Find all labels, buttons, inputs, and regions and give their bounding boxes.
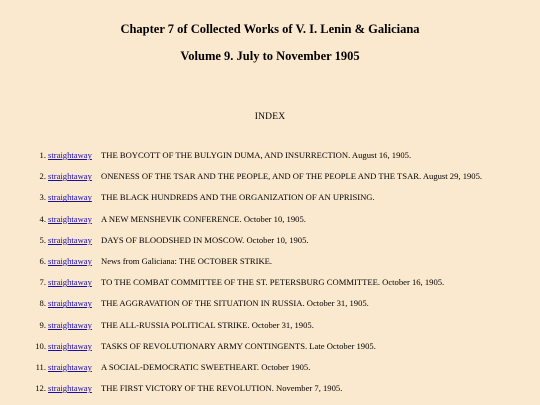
straightaway-link[interactable]: straightaway bbox=[48, 234, 92, 245]
index-heading: INDEX bbox=[254, 112, 286, 122]
entry-title: News from Galiciana: THE OCTOBER STRIKE. bbox=[101, 255, 273, 266]
list-item bbox=[0, 212, 540, 233]
list-item bbox=[0, 190, 540, 211]
item-number: 6. bbox=[39, 255, 46, 266]
volume-subtitle: Volume 9. July to November 1905 bbox=[180, 49, 360, 63]
straightaway-link[interactable]: straightaway bbox=[48, 255, 92, 266]
entry-title: THE BOYCOTT OF THE BULYGIN DUMA, AND INSURRECTION. August 16, 1905. bbox=[101, 150, 412, 160]
entry-title: TO THE COMBAT COMMITTEE OF THE ST. PETERSBURG COMMITTEE. October 16, 1905. bbox=[101, 277, 445, 288]
straightaway-link[interactable]: straightaway bbox=[48, 171, 92, 182]
entry-title: THE FIRST VICTORY OF THE REVOLUTION. November 7, 1905. bbox=[101, 383, 343, 394]
list-item bbox=[0, 233, 540, 254]
item-number: 12. bbox=[35, 383, 46, 394]
straightaway-link[interactable]: straightaway bbox=[48, 361, 92, 372]
list-item bbox=[0, 360, 540, 381]
item-number: 7. bbox=[39, 277, 46, 288]
item-number: 8. bbox=[39, 298, 46, 309]
item-number: 3. bbox=[39, 192, 46, 203]
list-item bbox=[0, 381, 540, 402]
entry-title: A NEW MENSHEVIK CONFERENCE. October 10, 1905. bbox=[101, 213, 306, 224]
straightaway-link[interactable]: straightaway bbox=[48, 150, 92, 160]
entry-title: THE BLACK HUNDREDS AND THE ORGANIZATION OF AN UPRISING. bbox=[101, 192, 375, 203]
item-number: 5. bbox=[39, 234, 46, 245]
item-number: 10. bbox=[35, 340, 46, 351]
item-number: 11. bbox=[35, 361, 46, 372]
straightaway-link[interactable]: straightaway bbox=[48, 277, 92, 288]
entry-title: THE AGGRAVATION OF THE SITUATION IN RUSSIA. October 31, 1905. bbox=[101, 298, 369, 309]
straightaway-link[interactable]: straightaway bbox=[48, 340, 92, 351]
list-item bbox=[0, 169, 540, 190]
entry-title: THE ALL-RUSSIA POLITICAL STRIKE. October 31, 1905. bbox=[101, 319, 314, 330]
item-number: 4. bbox=[39, 213, 46, 224]
index-list bbox=[0, 148, 540, 402]
list-item bbox=[0, 254, 540, 275]
entry-title: TASKS OF REVOLUTIONARY ARMY CONTINGENTS. Late October 1905. bbox=[101, 340, 376, 351]
straightaway-link[interactable]: straightaway bbox=[48, 213, 92, 224]
list-item bbox=[0, 318, 540, 339]
page-title: Chapter 7 of Collected Works of V. I. Lenin & Galiciana bbox=[120, 22, 420, 36]
item-number: 9. bbox=[39, 319, 46, 330]
straightaway-link[interactable]: straightaway bbox=[48, 319, 92, 330]
straightaway-link[interactable]: straightaway bbox=[48, 383, 92, 394]
item-number: 2. bbox=[39, 171, 46, 182]
list-item bbox=[0, 148, 540, 169]
straightaway-link[interactable]: straightaway bbox=[48, 298, 92, 309]
straightaway-link[interactable]: straightaway bbox=[48, 192, 92, 203]
item-number: 1. bbox=[39, 150, 46, 160]
entry-title: ONENESS OF THE TSAR AND THE PEOPLE, AND OF THE PEOPLE AND THE TSAR. August 29, 1905. bbox=[101, 171, 483, 182]
list-item bbox=[0, 275, 540, 296]
list-item bbox=[0, 339, 540, 360]
entry-title: DAYS OF BLOODSHED IN MOSCOW. October 10, 1905. bbox=[101, 234, 309, 245]
list-item bbox=[0, 296, 540, 317]
entry-title: A SOCIAL-DEMOCRATIC SWEETHEART. October 1905. bbox=[101, 361, 311, 372]
